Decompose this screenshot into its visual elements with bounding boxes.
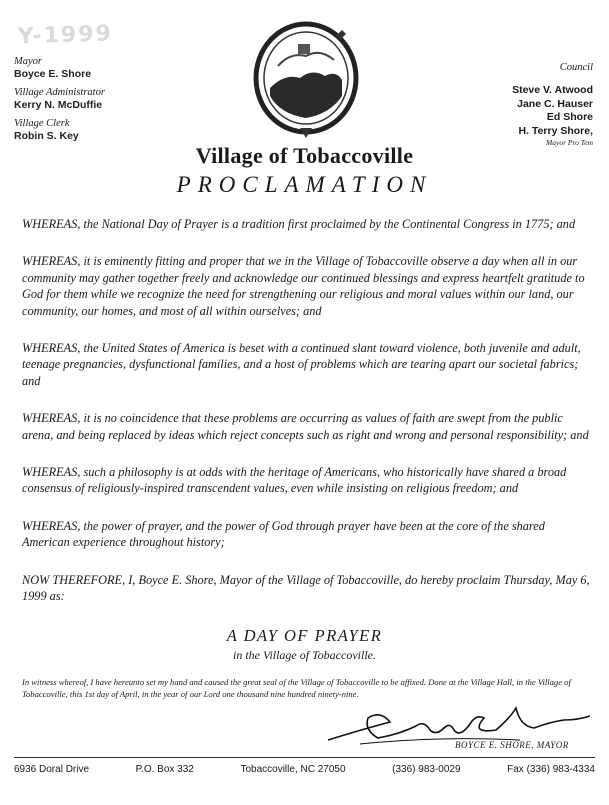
official-name: Boyce E. Shore <box>14 68 92 80</box>
council-member: Steve V. Atwood <box>512 84 593 96</box>
footer-phone: (336) 983-0029 <box>392 764 461 775</box>
council-member: Ed Shore <box>546 111 593 123</box>
whereas-paragraph: WHEREAS, the United States of America is beset with a continued slant toward violence, both juvenile and adult, teenage pregnancies, dysfunctional families, and a host of problems which are tearing apart our societal fabrics; and <box>22 341 581 388</box>
footer <box>14 764 595 775</box>
footer-city: Tobaccoville, NC 27050 <box>240 764 346 775</box>
whereas-paragraph: WHEREAS, such a philosophy is at odds with the heritage of Americans, who historically have shared a broad consensus of religiously-inspired transcendent values, even while insisting on religious freedom; and <box>22 465 567 496</box>
footer-po-box: P.O. Box 332 <box>135 764 194 775</box>
proclamation-body <box>22 216 590 605</box>
whereas-paragraph: WHEREAS, the power of prayer, and the power of God through prayer have been at the core of the shared American experience throughout history; <box>22 518 545 550</box>
faint-stamp: Y-1999 <box>17 21 114 50</box>
council-label: Council <box>559 62 593 73</box>
proclamation-heading: PROCLAMATION <box>176 172 433 197</box>
village-seal-icon <box>250 18 362 144</box>
whereas-paragraph: WHEREAS, it is eminently fitting and proper that we in the Village of Tobaccoville observe a day when all in our community may gather together freely and acknowledge our continued blessings and express heartfelt gratitude to God for them while we recognize the need for strengthening our religious and moral values within our land, our community, our homes, and most of all within ourselves; and <box>22 254 585 318</box>
whereas-paragraph: WHEREAS, it is no coincidence that these problems are occurring as values of faith are swept from the public arena, and being replaced by ideas which reject concepts such as right and wrong and personal responsibility; and <box>22 411 589 442</box>
village-officials <box>14 56 164 149</box>
official-role: Village Administrator <box>14 87 105 98</box>
footer-fax: Fax (336) 983-4334 <box>507 764 595 775</box>
footer-divider <box>14 757 595 758</box>
council-member: H. Terry Shore, <box>518 124 593 137</box>
official-name: Kerry N. McDuffie <box>14 99 103 111</box>
signature-caption: BOYCE E. SHORE, MAYOR <box>455 740 569 750</box>
official-role: Village Clerk <box>14 118 70 129</box>
proclaimed-day: A DAY OF PRAYER <box>226 626 383 645</box>
council-list <box>443 62 593 148</box>
witness-statement: In witness whereof, I have hereunto set my hand and caused the great seal of the Village of Tobaccoville to be affixed. Done at the Village Hall, in the Village of Tobaccoville, this 1st day of April, in the year of our Lord one thousand nine hundred ninety-nine. <box>22 677 571 699</box>
mayor-pro-tem-note: Mayor Pro Tem <box>546 138 593 147</box>
whereas-paragraph: WHEREAS, the National Day of Prayer is a tradition first proclaimed by the Continental Congress in 1775; and <box>22 217 576 231</box>
proclaimed-place: in the Village of Tobaccoville. <box>233 648 376 662</box>
village-title: Village of Tobaccoville <box>195 143 414 168</box>
official-name: Robin S. Key <box>14 130 79 142</box>
footer-address: 6936 Doral Drive <box>14 764 90 775</box>
now-therefore-paragraph: NOW THEREFORE, I, Boyce E. Shore, Mayor of the Village of Tobaccoville, do hereby proclaim Thursday, May 6, 1999 as: <box>22 572 590 604</box>
official-role: Mayor <box>14 56 42 67</box>
council-member: Jane C. Hauser <box>517 97 593 110</box>
